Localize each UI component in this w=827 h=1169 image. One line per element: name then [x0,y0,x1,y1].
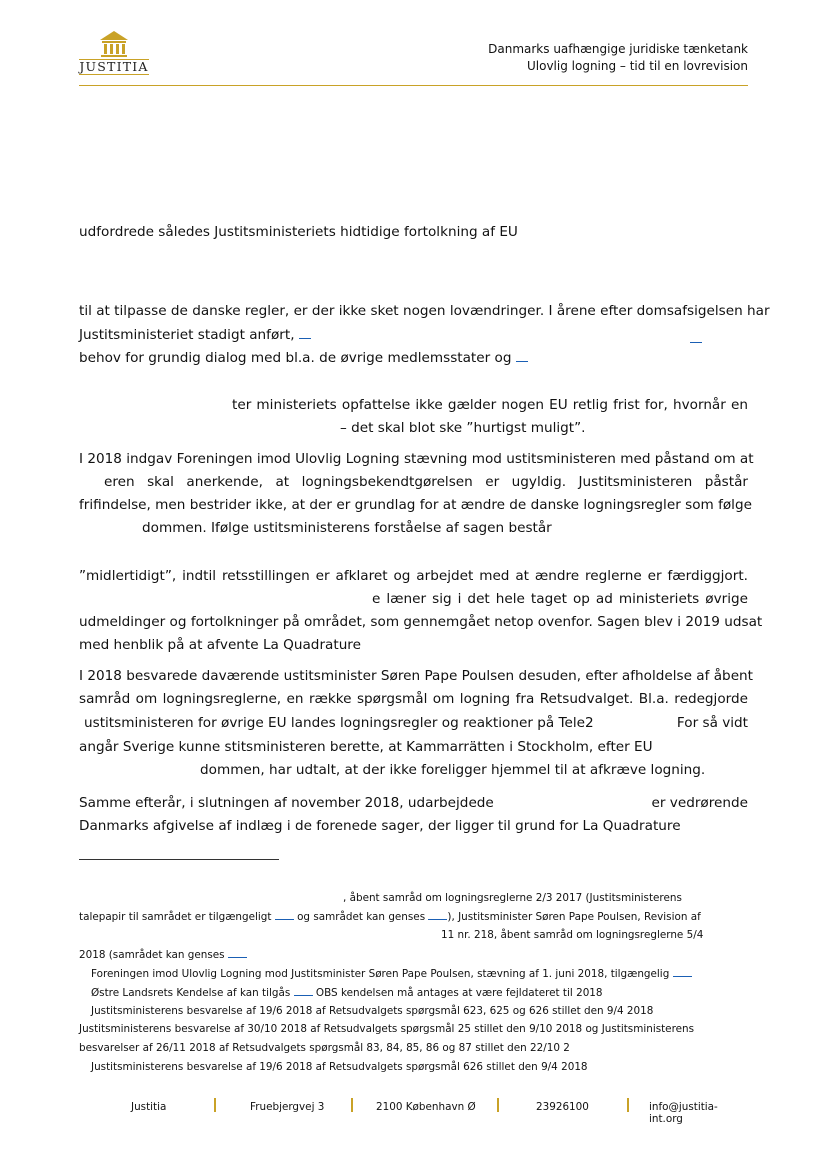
justitia-logo [79,30,149,76]
hyperlink[interactable] [673,966,692,977]
body-line: samråd om logningsreglerne, en række spørgsmål om logning fra Retsudvalget. Bl.a. redegjorde [79,691,748,707]
hyperlink[interactable] [275,909,294,920]
footer-city: 2100 København Ø [376,1101,476,1113]
body-line: til at tilpasse de danske regler, er der ikke sket nogen lovændringer. I årene efter domsafsigelsen har [79,303,770,319]
footnote-line: Foreningen imod Ulovlig Logning mod Justitsminister Søren Pape Poulsen, stævning af 1. juni 2018, tilgængelig [91,966,692,981]
footer-email[interactable]: info@justitia-int.org [649,1101,718,1125]
hyperlink[interactable] [690,330,702,343]
footnote-line: Justitsministerens besvarelse af 19/6 2018 af Retsudvalgets spørgsmål 626 stillet den 9/4 2018 [91,1061,588,1073]
footnote-line: , åbent samråd om logningsreglerne 2/3 2017 (Justitsministerens [343,892,682,904]
footer-street: Fruebjergvej 3 [250,1101,325,1113]
footer-separator [351,1098,353,1112]
body-line: I 2018 indgav Foreningen imod Ulovlig Logning stævning mod ustitsministeren med påstand om at [79,451,754,467]
body-line: angår Sverige kunne stitsministeren berette, at Kammarrätten i Stockholm, efter EU [79,739,653,755]
body-line: udmeldinger og fortolkninger på området, som gennemgået netop ovenfor. Sagen blev i 2019 udsat [79,614,763,630]
hyperlink[interactable] [299,326,311,339]
body-line: eren skal anerkende, at logningsbekendtgørelsen er ugyldig. Justitsministeren påstår [104,474,748,490]
header-tagline [488,41,748,75]
footnote-line: Østre Landsrets Kendelse af kan tilgås OBS kendelsen må antages at være fejldateret til 2018 [91,987,603,999]
header-line-1: Danmarks uafhængige juridiske tænketank [488,42,748,56]
body-line: ter ministeriets opfattelse ikke gælder nogen EU retlig frist for, hvornår en [232,397,748,413]
hyperlink[interactable] [516,349,528,362]
footer-separator [497,1098,499,1112]
footer-phone: 23926100 [536,1101,589,1113]
hyperlink[interactable] [228,947,247,958]
body-line: I 2018 besvarede daværende ustitsminister Søren Pape Poulsen desuden, efter afholdelse af åbent [79,668,753,684]
body-line: For så vidt [676,715,748,731]
hyperlink[interactable] [428,909,447,920]
footer-name: Justitia [131,1101,167,1113]
body-line: e læner sig i det hele taget op ad ministeriets øvrige [372,591,748,607]
body-line: behov for grundig dialog med bl.a. de øvrige medlemsstater og [79,349,748,368]
body-line: er vedrørende [651,795,748,811]
body-line: Danmarks afgivelse af indlæg i de forenede sager, der ligger til grund for La Quadrature [79,818,681,834]
header-divider [79,85,748,86]
footer-separator [627,1098,629,1112]
footnote-line: besvarelser af 26/11 2018 af Retsudvalgets spørgsmål 83, 84, 85, 86 og 87 stillet den 22/10 2 [79,1042,570,1054]
body-line: Samme efterår, i slutningen af november 2018, udarbejdede [79,795,494,811]
footnote-line: Justitsministerens besvarelse af 19/6 2018 af Retsudvalgets spørgsmål 623, 625 og 626 stillet den 9/4 2018 [91,1005,654,1017]
header-line-2: Ulovlig logning – tid til en lovrevision [526,59,748,73]
hyperlink[interactable] [294,985,313,996]
body-line: – det skal blot ske ”hurtigst muligt”. [340,420,586,436]
body-line: med henblik på at afvente La Quadrature [79,637,361,653]
body-line: dommen, har udtalt, at der ikke foreligger hjemmel til at afkræve logning. [200,762,706,778]
body-line: dommen. Ifølge ustitsministerens forståelse af sagen består [142,520,552,536]
body-line: frifindelse, men bestrider ikke, at der er grundlag for at ændre de danske logningsregler som følge [79,497,752,513]
footnote-divider [79,859,279,860]
building-logo-icon [98,30,130,58]
footnote-line: 2018 (samrådet kan genses [79,947,247,962]
footnote-line: talepapir til samrådet er tilgængeligt og samrådet kan genses ), Justitsminister Søren Pape Poulsen, Revision af [79,911,701,923]
logo-text: JUSTITIA [79,59,149,74]
body-line: ustitsministeren for øvrige EU landes logningsregler og reaktioner på Tele2 [84,715,594,731]
page-footer [79,1098,748,1125]
footer-separator [214,1098,216,1112]
footnote-line: Justitsministerens besvarelse af 30/10 2018 af Retsudvalgets spørgsmål 25 stillet den 9/10 2018 og Justitsministerens [79,1023,695,1035]
body-line: udfordrede således Justitsministeriets hidtidige fortolkning af EU [79,224,518,240]
body-line: Justitsministeriet stadigt anført, [79,326,748,345]
body-line: ”midlertidigt”, indtil retsstillingen er afklaret og arbejdet med at ændre reglerne er færdiggjort. [79,568,748,584]
footnote-line: 11 nr. 218, åbent samråd om logningsreglerne 5/4 [441,929,704,941]
